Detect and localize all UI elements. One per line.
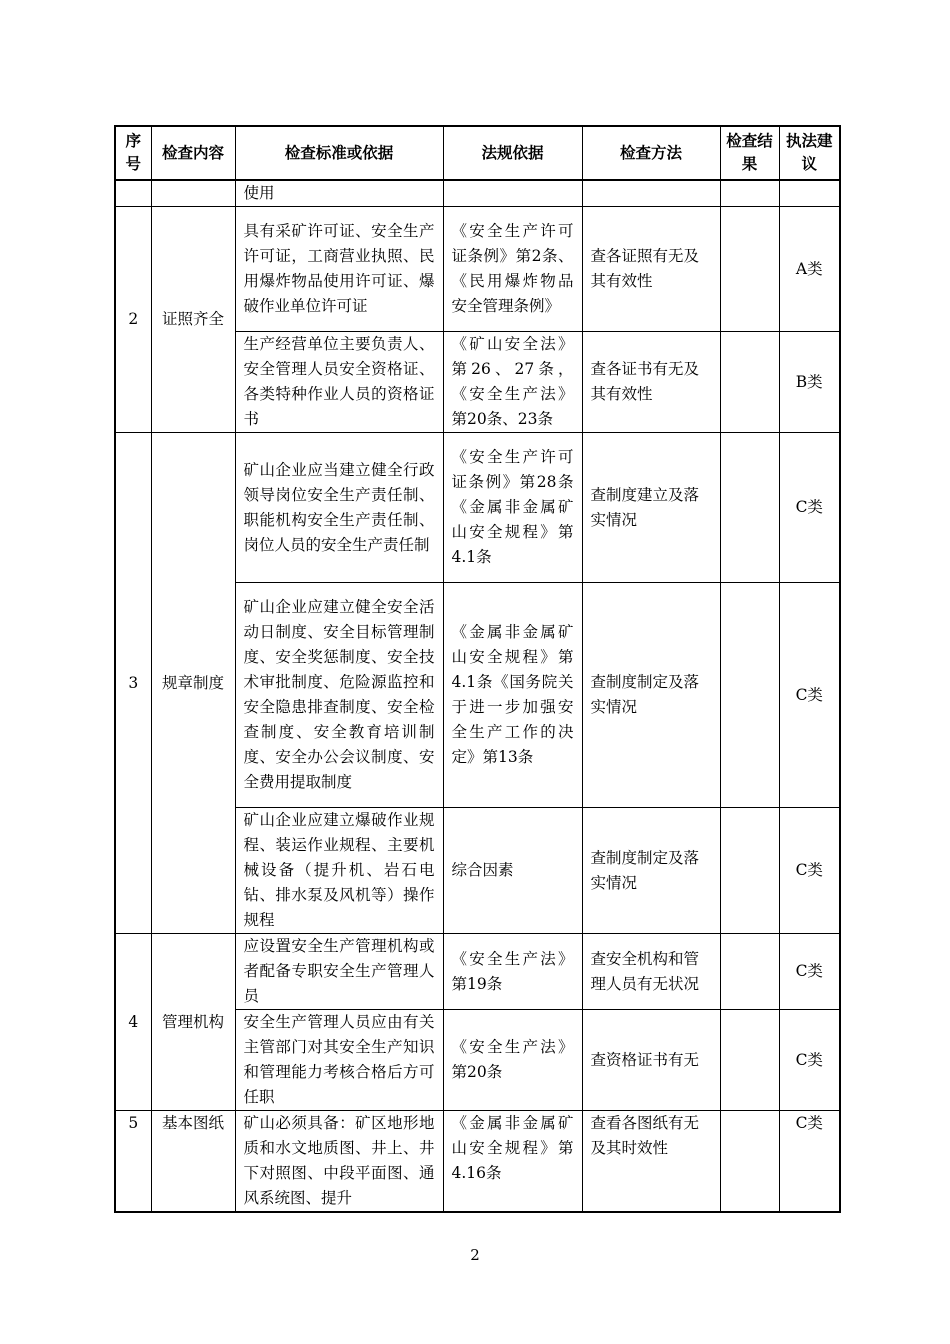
standard-cell: 矿山必须具备：矿区地形地质和水文地质图、井上、井下对照图、中段平面图、通风系统图、提升 <box>235 1111 443 1213</box>
advice-cell: C类 <box>779 583 840 808</box>
standard-cell: 应设置安全生产管理机构或者配备专职安全生产管理人员 <box>235 934 443 1010</box>
content-cell: 证照齐全 <box>151 207 235 433</box>
table-row <box>115 207 840 332</box>
result-cell <box>720 180 779 207</box>
result-cell <box>720 433 779 583</box>
serial-cell: 5 <box>115 1111 151 1213</box>
law-cell <box>443 180 582 207</box>
table-row <box>115 1111 840 1213</box>
method-cell: 查看各图纸有无及其时效性 <box>582 1111 720 1213</box>
header-result: 检查结果 <box>720 126 779 180</box>
method-cell: 查安全机构和管理人员有无状况 <box>582 934 720 1010</box>
law-cell: 《安全生产许可证条例》第2条、《民用爆炸物品安全管理条例》 <box>443 207 582 332</box>
table-row <box>115 433 840 583</box>
serial-cell: 2 <box>115 207 151 433</box>
standard-cell: 生产经营单位主要负责人、安全管理人员安全资格证、各类特种作业人员的资格证书 <box>235 332 443 433</box>
result-cell <box>720 808 779 934</box>
result-cell <box>720 583 779 808</box>
inspection-table <box>114 125 841 1213</box>
standard-cell: 安全生产管理人员应由有关主管部门对其安全生产知识和管理能力考核合格后方可任职 <box>235 1010 443 1111</box>
method-cell: 查资格证书有无 <box>582 1010 720 1111</box>
advice-cell: C类 <box>779 1111 840 1213</box>
header-row <box>115 126 840 180</box>
result-cell <box>720 1010 779 1111</box>
serial-cell: 4 <box>115 934 151 1111</box>
table-row <box>115 934 840 1010</box>
content-cell: 基本图纸 <box>151 1111 235 1213</box>
content-cell <box>151 180 235 207</box>
law-cell: 综合因素 <box>443 808 582 934</box>
header-serial: 序号 <box>115 126 151 180</box>
advice-cell: C类 <box>779 934 840 1010</box>
standard-cell: 矿山企业应当建立健全行政领导岗位安全生产责任制、职能机构安全生产责任制、岗位人员的安全生产责任制 <box>235 433 443 583</box>
advice-cell: C类 <box>779 808 840 934</box>
law-cell: 《矿山安全法》第26、27条，《安全生产法》第20条、23条 <box>443 332 582 433</box>
result-cell <box>720 332 779 433</box>
header-advice: 执法建议 <box>779 126 840 180</box>
serial-cell <box>115 180 151 207</box>
advice-cell: C类 <box>779 1010 840 1111</box>
standard-cell: 使用 <box>235 180 443 207</box>
header-standard: 检查标准或依据 <box>235 126 443 180</box>
method-cell: 查制度建立及落实情况 <box>582 433 720 583</box>
standard-cell: 矿山企业应建立健全安全活动日制度、安全目标管理制度、安全奖惩制度、安全技术审批制度、危险源监控和安全隐患排查制度、安全检查制度、安全教育培训制度、安全办公会议制度、安全费用提取制度 <box>235 583 443 808</box>
method-cell <box>582 180 720 207</box>
standard-cell: 具有采矿许可证、安全生产许可证，工商营业执照、民用爆炸物品使用许可证、爆破作业单位许可证 <box>235 207 443 332</box>
standard-cell: 矿山企业应建立爆破作业规程、装运作业规程、主要机械设备（提升机、岩石电钻、排水泵及风机等）操作规程 <box>235 808 443 934</box>
method-cell: 查各证书有无及其有效性 <box>582 332 720 433</box>
advice-cell: A类 <box>779 207 840 332</box>
header-law: 法规依据 <box>443 126 582 180</box>
advice-cell: B类 <box>779 332 840 433</box>
method-cell: 查制度制定及落实情况 <box>582 583 720 808</box>
law-cell: 《金属非金属矿山安全规程》第4.1条《国务院关于进一步加强安全生产工作的决定》第13条 <box>443 583 582 808</box>
law-cell: 《安全生产法》第19条 <box>443 934 582 1010</box>
law-cell: 《安全生产法》第20条 <box>443 1010 582 1111</box>
law-cell: 《金属非金属矿山安全规程》第4.16条 <box>443 1111 582 1213</box>
header-method: 检查方法 <box>582 126 720 180</box>
content-cell: 规章制度 <box>151 433 235 934</box>
serial-cell: 3 <box>115 433 151 934</box>
result-cell <box>720 207 779 332</box>
method-cell: 查制度制定及落实情况 <box>582 808 720 934</box>
result-cell <box>720 934 779 1010</box>
page-number: 2 <box>470 1246 480 1264</box>
method-cell: 查各证照有无及其有效性 <box>582 207 720 332</box>
content-cell: 管理机构 <box>151 934 235 1111</box>
law-cell: 《安全生产许可证条例》第28条《金属非金属矿山安全规程》第4.1条 <box>443 433 582 583</box>
table-row <box>115 180 840 207</box>
advice-cell: C类 <box>779 433 840 583</box>
advice-cell <box>779 180 840 207</box>
result-cell <box>720 1111 779 1213</box>
header-content: 检查内容 <box>151 126 235 180</box>
